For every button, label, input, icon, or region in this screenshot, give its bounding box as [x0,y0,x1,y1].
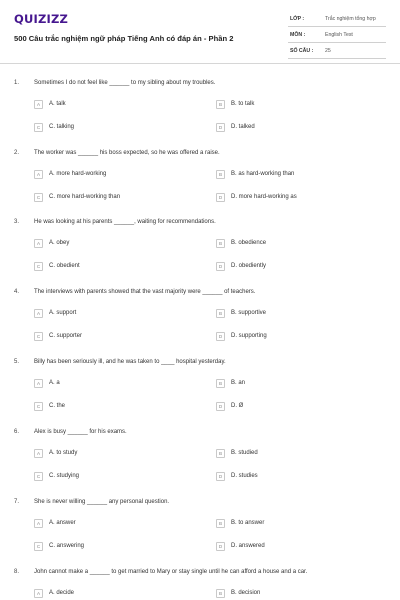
meta-count-row [288,44,386,59]
option-letter-box: B [216,309,225,318]
option-label: B. an [231,380,246,386]
meta-class-label: LỚP : [290,16,305,22]
option-label: C. the [49,403,66,409]
option-letter-box: A [34,589,43,598]
question-text: Alex is busy ______ for his exams. [34,429,127,435]
option-letter-box: C [34,402,43,411]
option-label: A. a [49,380,60,386]
option-letter-box: C [34,262,43,271]
option-label: A. talk [49,101,66,107]
option-letter-box: C [34,332,43,341]
option-label: C. supporter [49,333,83,339]
option-letter-box: D [216,332,225,341]
meta-subject-row [288,28,386,43]
option-label: A. to study [49,450,78,456]
option-letter-box: B [216,379,225,388]
option-label: A. more hard-working [49,171,107,177]
option-letter-box: A [34,449,43,458]
question-number: 2. [14,150,20,156]
question-number: 5. [14,359,20,365]
header-divider [0,63,400,64]
question-number: 7. [14,499,20,505]
option-letter-box: A [34,100,43,109]
option-letter-box: D [216,262,225,271]
option-letter-box: C [34,193,43,202]
option-letter-box: D [216,193,225,202]
option-label: D. obediently [231,263,267,269]
option-letter-box: B [216,519,225,528]
option-letter-box: A [34,239,43,248]
option-letter-box: C [34,123,43,132]
option-label: C. answering [49,543,85,549]
option-label: B. as hard-working than [231,171,295,177]
option-label: A. answer [49,520,76,526]
option-label: B. to talk [231,101,255,107]
document-title: 500 Câu trắc nghiệm ngữ pháp Tiếng Anh có đáp án - Phần 2 [14,34,234,43]
quizizz-logo: QUIZIZZ [14,12,69,26]
option-letter-box: A [34,170,43,179]
option-letter-box: B [216,589,225,598]
meta-count-label: SỐ CÂU : [290,48,314,54]
option-label: C. studying [49,473,80,479]
option-letter-box: A [34,379,43,388]
option-label: D. talked [231,124,255,130]
option-label: A. obey [49,240,70,246]
option-label: B. to answer [231,520,265,526]
option-label: A. decide [49,590,75,596]
meta-class-row [288,12,386,27]
meta-subject-label: MÔN : [290,32,306,38]
option-label: D. supporting [231,333,267,339]
option-letter-box: D [216,123,225,132]
option-label: C. talking [49,124,75,130]
option-letter-box: C [34,472,43,481]
question-number: 1. [14,80,20,86]
option-label: B. obedience [231,240,267,246]
option-letter-box: A [34,309,43,318]
option-label: B. supportive [231,310,267,316]
option-letter-box: B [216,449,225,458]
question-text: The worker was ______ his boss expected, so he was offered a raise. [34,150,220,156]
option-label: C. obedient [49,263,80,269]
question-text: He was looking at his parents ______, waiting for recommendations. [34,219,216,225]
option-letter-box: D [216,472,225,481]
question-text: She is never willing ______ any personal question. [34,499,170,505]
option-label: D. Ø [231,403,244,409]
question-text: The interviews with parents showed that the vast majority were ______ of teachers. [34,289,256,295]
meta-count-value: 25 [325,48,331,54]
option-label: C. more hard-working than [49,194,121,200]
option-letter-box: B [216,100,225,109]
option-letter-box: D [216,542,225,551]
meta-subject-value: English Test [325,32,353,38]
question-number: 6. [14,429,20,435]
option-letter-box: B [216,170,225,179]
question-number: 3. [14,219,20,225]
option-label: B. studied [231,450,258,456]
option-label: B. decision [231,590,261,596]
meta-class-value: Trắc nghiệm tổng hợp [325,16,376,22]
option-label: D. answered [231,543,265,549]
option-letter-box: D [216,402,225,411]
option-letter-box: B [216,239,225,248]
question-text: Sometimes I do not feel like ______ to my sibling about my troubles. [34,80,216,86]
question-number: 8. [14,569,20,575]
question-text: John cannot make a ______ to get married to Mary or stay single until he can afford a house and a car. [34,569,308,575]
option-label: D. studies [231,473,258,479]
question-number: 4. [14,289,20,295]
question-text: Billy has been seriously ill, and he was taken to ____ hospital yesterday. [34,359,226,365]
option-label: A. support [49,310,77,316]
option-letter-box: A [34,519,43,528]
option-letter-box: C [34,542,43,551]
option-label: D. more hard-working as [231,194,297,200]
